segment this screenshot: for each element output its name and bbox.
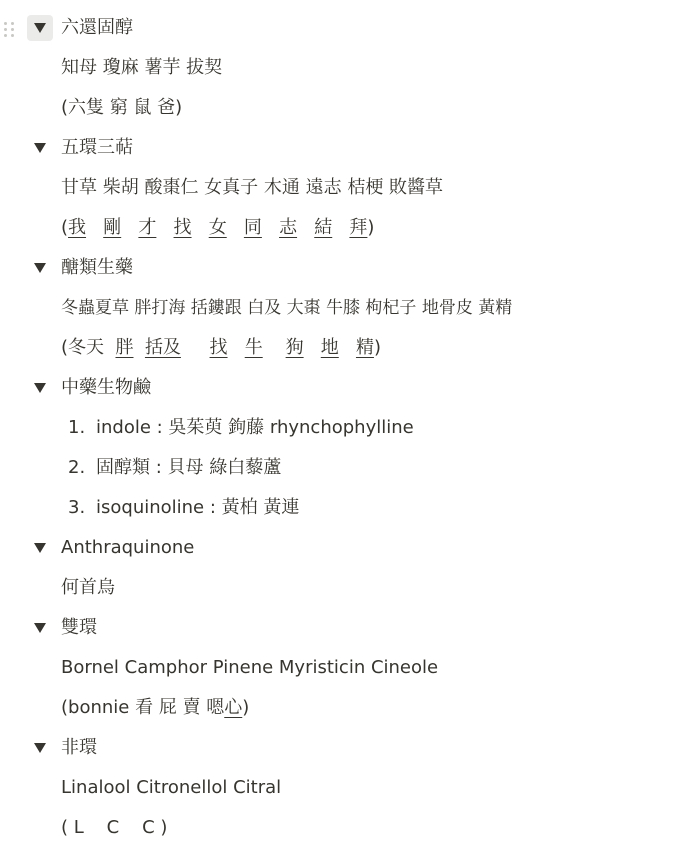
toggle-content-line: Bornel Camphor Pinene Myristicin Cineole	[61, 657, 439, 678]
list-item: isoquinoline : 黃柏 黃連	[96, 497, 300, 518]
mnemonic-char: 找	[173, 217, 192, 238]
mnemonic-line	[61, 693, 249, 723]
toggle-arrow-icon[interactable]	[27, 735, 53, 761]
toggle-heading: Anthraquinone	[61, 537, 195, 558]
mnemonic-close: )	[367, 217, 375, 238]
list-number: 3.	[68, 497, 86, 518]
toggle-arrow-icon[interactable]	[27, 615, 53, 641]
toggle-heading: 中藥生物鹼	[61, 377, 151, 398]
mnemonic-char: 剛	[103, 217, 122, 238]
list-item: indole : 吳茱萸 鉤藤 rhynchophylline	[96, 417, 414, 438]
list-number: 2.	[68, 457, 86, 478]
toggle-heading: 醣類生藥	[61, 257, 133, 278]
toggle-arrow-icon[interactable]	[27, 255, 53, 281]
mnemonic-char: 地	[320, 337, 339, 358]
toggle-content-line: 冬蟲夏草 胖打海 括鏤跟 白及 大棗 牛膝 枸杞子 地骨皮 黃精	[61, 298, 513, 318]
drag-handle-icon[interactable]	[2, 17, 16, 39]
mnemonic-char: 同	[243, 217, 262, 238]
mnemonic-char: 牛	[244, 337, 263, 358]
mnemonic-open: (	[61, 217, 69, 238]
mnemonic-line	[61, 333, 381, 363]
toggle-heading: 五環三萜	[61, 137, 133, 158]
mnemonic-char: 心	[224, 697, 243, 718]
mnemonic-char: 精	[355, 337, 374, 358]
toggle-heading: 六還固醇	[61, 17, 133, 38]
mnemonic-char: 括及	[144, 337, 181, 358]
mnemonic-line: ( L C C )	[61, 817, 168, 838]
mnemonic-open: (冬天	[61, 337, 105, 358]
toggle-heading: 非環	[61, 737, 97, 758]
mnemonic-line: (六隻 窮 鼠 爸)	[61, 97, 183, 118]
mnemonic-char: 胖	[115, 337, 134, 358]
toggle-arrow-icon[interactable]	[27, 375, 53, 401]
mnemonic-prefix: (bonnie 看 屁 賣 嗯	[61, 697, 225, 718]
toggle-content-line: 知母 瓊麻 薯芋 拔契	[61, 57, 223, 78]
mnemonic-char: 狗	[285, 337, 304, 358]
mnemonic-close: )	[373, 337, 381, 358]
toggle-content-line: 何首烏	[61, 577, 115, 598]
toggle-content-line: Linalool Citronellol Citral	[61, 777, 282, 798]
mnemonic-close: )	[242, 697, 250, 718]
toggle-content-line: 甘草 柴胡 酸棗仁 女真子 木通 遠志 桔梗 敗醬草	[61, 177, 444, 198]
mnemonic-char: 女	[208, 217, 227, 238]
toggle-arrow-icon[interactable]	[27, 135, 53, 161]
mnemonic-line	[61, 213, 374, 243]
list-number: 1.	[68, 417, 86, 438]
toggle-arrow-icon[interactable]	[27, 535, 53, 561]
list-item: 固醇類 : 貝母 綠白藜蘆	[96, 457, 282, 478]
toggle-heading: 雙環	[61, 617, 97, 638]
mnemonic-char: 才	[138, 217, 157, 238]
mnemonic-char: 我	[68, 217, 87, 238]
mnemonic-char: 拜	[349, 217, 368, 238]
mnemonic-char: 志	[279, 217, 298, 238]
mnemonic-char: 結	[314, 217, 333, 238]
mnemonic-char: 找	[209, 337, 228, 358]
toggle-arrow-icon[interactable]	[27, 15, 53, 41]
